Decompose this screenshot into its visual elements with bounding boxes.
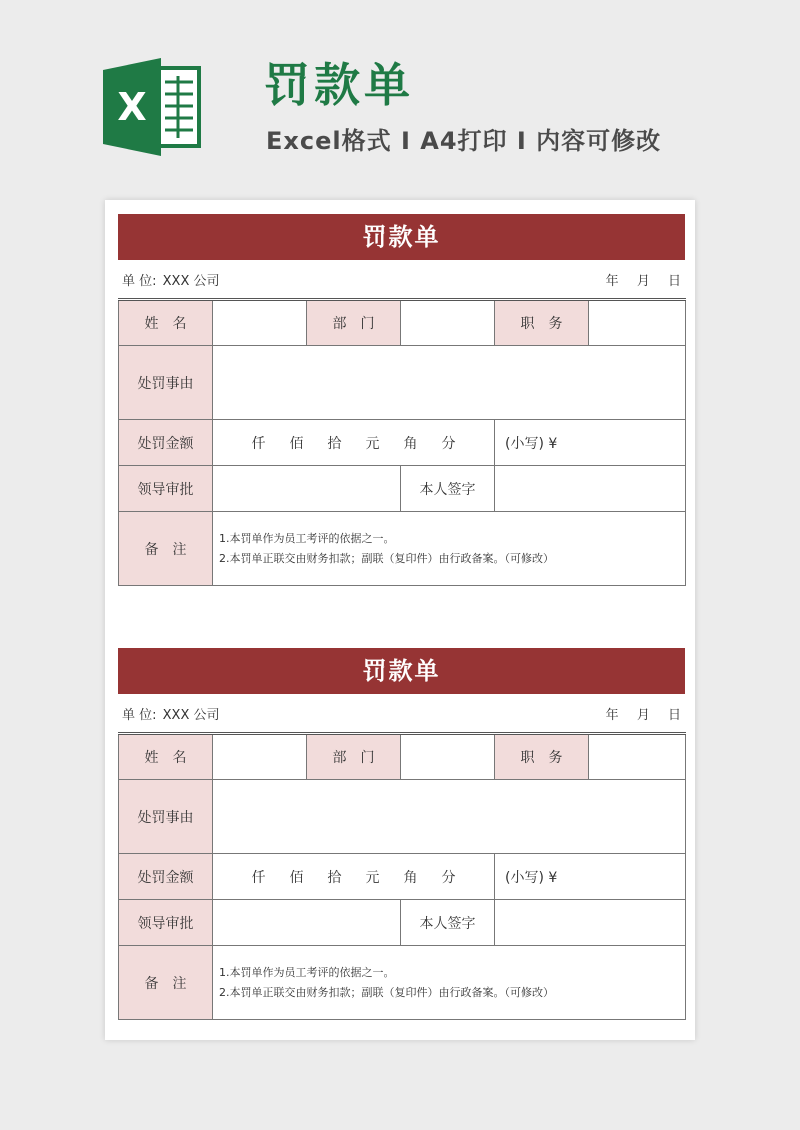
remarks-label: 备注 <box>119 512 213 586</box>
name-cell[interactable] <box>213 734 307 780</box>
reason-label: 处罚事由 <box>119 780 213 854</box>
note-line-2: 2.本罚单正联交由财务扣款；副联（复印件）由行政备案。（可修改） <box>219 551 554 565</box>
reason-cell[interactable] <box>213 346 686 420</box>
position-label: 职务 <box>495 734 589 780</box>
reason-cell[interactable] <box>213 780 686 854</box>
dept-cell[interactable] <box>401 300 495 346</box>
signature-label: 本人签字 <box>401 900 495 946</box>
signature-cell[interactable] <box>495 900 686 946</box>
signature-cell[interactable] <box>495 466 686 512</box>
position-cell[interactable] <box>589 300 686 346</box>
excel-icon <box>103 58 203 156</box>
amount-small-cell[interactable]: (小写) ¥ <box>495 854 686 900</box>
amount-units-cell[interactable] <box>213 854 495 900</box>
unit-shi: 拾 <box>327 435 342 452</box>
remarks-cell[interactable] <box>213 946 686 1020</box>
approval-label: 领导审批 <box>119 466 213 512</box>
unit-value[interactable]: XXX 公司 <box>162 707 220 723</box>
dept-cell[interactable] <box>401 734 495 780</box>
form-table <box>118 298 686 586</box>
dept-label: 部门 <box>307 734 401 780</box>
remarks-label: 备注 <box>119 946 213 1020</box>
note-line-2: 2.本罚单正联交由财务扣款；副联（复印件）由行政备案。（可修改） <box>219 985 554 999</box>
date-year[interactable]: 年 <box>605 273 619 289</box>
unit-bai: 佰 <box>289 435 304 452</box>
unit-value[interactable]: XXX 公司 <box>162 273 220 289</box>
penalty-form-2 <box>118 648 685 1020</box>
unit-shi: 拾 <box>327 869 342 886</box>
name-cell[interactable] <box>213 300 307 346</box>
date-day[interactable]: 日 <box>667 707 681 723</box>
name-label: 姓名 <box>119 300 213 346</box>
amount-units-cell[interactable] <box>213 420 495 466</box>
penalty-form-1 <box>118 214 685 586</box>
form-table <box>118 732 686 1020</box>
form-banner: 罚款单 <box>118 648 685 694</box>
approval-cell[interactable] <box>213 466 401 512</box>
unit-yuan: 元 <box>365 435 380 452</box>
signature-label: 本人签字 <box>401 466 495 512</box>
date-month[interactable]: 月 <box>636 707 650 723</box>
position-label: 职务 <box>495 300 589 346</box>
date-month[interactable]: 月 <box>636 273 650 289</box>
note-line-1: 1.本罚单作为员工考评的依据之一。 <box>219 531 395 545</box>
unit-jiao: 角 <box>403 869 418 886</box>
position-cell[interactable] <box>589 734 686 780</box>
unit-label: 单 位: <box>122 707 157 723</box>
amount-label: 处罚金额 <box>119 420 213 466</box>
unit-qian: 仟 <box>251 869 266 886</box>
unit-bai: 佰 <box>289 869 304 886</box>
date-day[interactable]: 日 <box>667 273 681 289</box>
unit-yuan: 元 <box>365 869 380 886</box>
document-page <box>105 200 695 1040</box>
name-label: 姓名 <box>119 734 213 780</box>
approval-cell[interactable] <box>213 900 401 946</box>
unit-jiao: 角 <box>403 435 418 452</box>
meta-row <box>118 260 685 298</box>
page-subtitle: Excel格式 I A4打印 I 内容可修改 <box>266 127 662 155</box>
reason-label: 处罚事由 <box>119 346 213 420</box>
unit-fen: 分 <box>441 435 456 452</box>
amount-label: 处罚金额 <box>119 854 213 900</box>
date-year[interactable]: 年 <box>605 707 619 723</box>
amount-small-cell[interactable]: (小写) ¥ <box>495 420 686 466</box>
dept-label: 部门 <box>307 300 401 346</box>
unit-label: 单 位: <box>122 273 157 289</box>
unit-qian: 仟 <box>251 435 266 452</box>
excel-logo-letter: X <box>117 85 147 129</box>
form-banner: 罚款单 <box>118 214 685 260</box>
remarks-cell[interactable] <box>213 512 686 586</box>
note-line-1: 1.本罚单作为员工考评的依据之一。 <box>219 965 395 979</box>
page-title: 罚款单 <box>264 58 414 112</box>
meta-row <box>118 694 685 732</box>
unit-fen: 分 <box>441 869 456 886</box>
approval-label: 领导审批 <box>119 900 213 946</box>
